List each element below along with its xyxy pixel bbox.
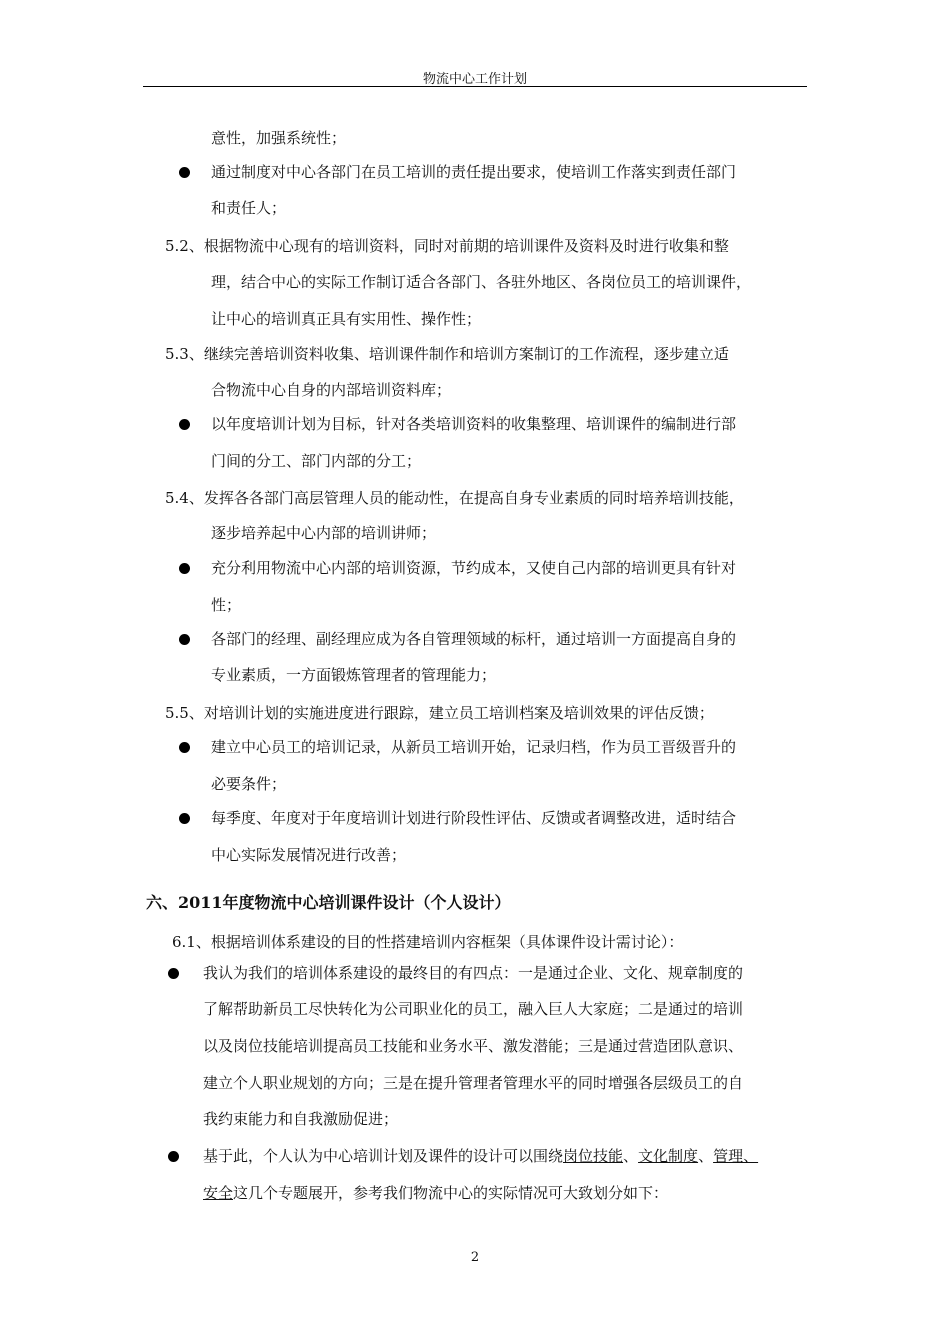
text-line: 了解帮助新员工尽快转化为公司职业化的员工，融入巨人大家庭；二是通过的培训 xyxy=(203,1000,744,1018)
underlined-term: 文化制度 xyxy=(638,1147,699,1165)
text-segment: 基于此，个人认为中心培训计划及课件的设计可以围绕 xyxy=(203,1147,564,1165)
text-line: 性； xyxy=(211,596,242,614)
text-line: 门间的分工、部门内部的分工； xyxy=(211,452,422,470)
text-line: 5.2、根据物流中心现有的培训资料，同时对前期的培训课件及资料及时进行收集和整 xyxy=(165,237,729,255)
text-line: 5.3、继续完善培训资料收集、培训课件制作和培训方案制订的工作流程，逐步建立适 xyxy=(165,345,729,363)
bullet-icon xyxy=(179,167,190,178)
bullet-icon xyxy=(179,813,190,824)
section-heading: 六、2011年度物流中心培训课件设计（个人设计） xyxy=(146,893,511,912)
text-line xyxy=(203,1146,758,1166)
bullet-icon xyxy=(179,419,190,430)
text-line: 建立中心员工的培训记录，从新员工培训开始，记录归档，作为员工晋级晋升的 xyxy=(211,738,737,756)
text-line: 我约束能力和自我激励促进； xyxy=(203,1110,399,1128)
text-line: 必要条件； xyxy=(211,775,287,793)
text-line: 每季度、年度对于年度培训计划进行阶段性评估、反馈或者调整改进，适时结合 xyxy=(211,809,737,827)
text-segment: 、 xyxy=(698,1147,714,1165)
page-number: 2 xyxy=(470,1250,480,1265)
text-line: 通过制度对中心各部门在员工培训的责任提出要求，使培训工作落实到责任部门 xyxy=(211,163,737,181)
bullet-icon xyxy=(168,968,179,979)
bullet-icon xyxy=(179,563,190,574)
text-line: 中心实际发展情况进行改善； xyxy=(211,846,407,864)
underlined-term: 管理、 xyxy=(713,1147,759,1165)
bullet-icon xyxy=(179,742,190,753)
text-line: 5.5、对培训计划的实施进度进行跟踪，建立员工培训档案及培训效果的评估反馈； xyxy=(165,704,714,722)
text-line: 和责任人； xyxy=(211,199,287,217)
text-line: 逐步培养起中心内部的培训讲师； xyxy=(211,524,437,542)
text-line: 意性，加强系统性； xyxy=(211,129,347,147)
text-line: 理，结合中心的实际工作制订适合各部门、各驻外地区、各岗位员工的培训课件， xyxy=(211,273,752,291)
text-line: 以及岗位技能培训提高员工技能和业务水平、激发潜能；三是通过营造团队意识、 xyxy=(203,1037,744,1055)
bullet-icon xyxy=(179,634,190,645)
text-segment: 这几个专题展开，参考我们物流中心的实际情况可大致划分如下： xyxy=(233,1184,669,1202)
header-rule xyxy=(143,86,807,87)
text-line: 各部门的经理、副经理应成为各自管理领域的标杆，通过培训一方面提高自身的 xyxy=(211,630,737,648)
bullet-icon xyxy=(168,1151,179,1162)
text-line xyxy=(203,1183,668,1203)
page-header-title: 物流中心工作计划 xyxy=(422,72,527,87)
text-segment: 、 xyxy=(623,1147,639,1165)
text-line: 我认为我们的培训体系建设的最终目的有四点：一是通过企业、文化、规章制度的 xyxy=(203,964,744,982)
text-line: 6.1、根据培训体系建设的目的性搭建培训内容框架（具体课件设计需讨论）： xyxy=(172,933,684,951)
text-line: 专业素质，一方面锻炼管理者的管理能力； xyxy=(211,666,497,684)
text-line: 合物流中心自身的内部培训资料库； xyxy=(211,381,452,399)
underlined-term: 安全 xyxy=(203,1184,234,1202)
text-line: 建立个人职业规划的方向；三是在提升管理者管理水平的同时增强各层级员工的自 xyxy=(203,1074,744,1092)
text-line: 充分利用物流中心内部的培训资源，节约成本，又使自己内部的培训更具有针对 xyxy=(211,559,737,577)
underlined-term: 岗位技能 xyxy=(563,1147,624,1165)
text-line: 以年度培训计划为目标，针对各类培训资料的收集整理、培训课件的编制进行部 xyxy=(211,415,737,433)
text-line: 让中心的培训真正具有实用性、操作性； xyxy=(211,310,482,328)
text-line: 5.4、发挥各各部门高层管理人员的能动性，在提高自身专业素质的同时培养培训技能， xyxy=(165,489,744,507)
